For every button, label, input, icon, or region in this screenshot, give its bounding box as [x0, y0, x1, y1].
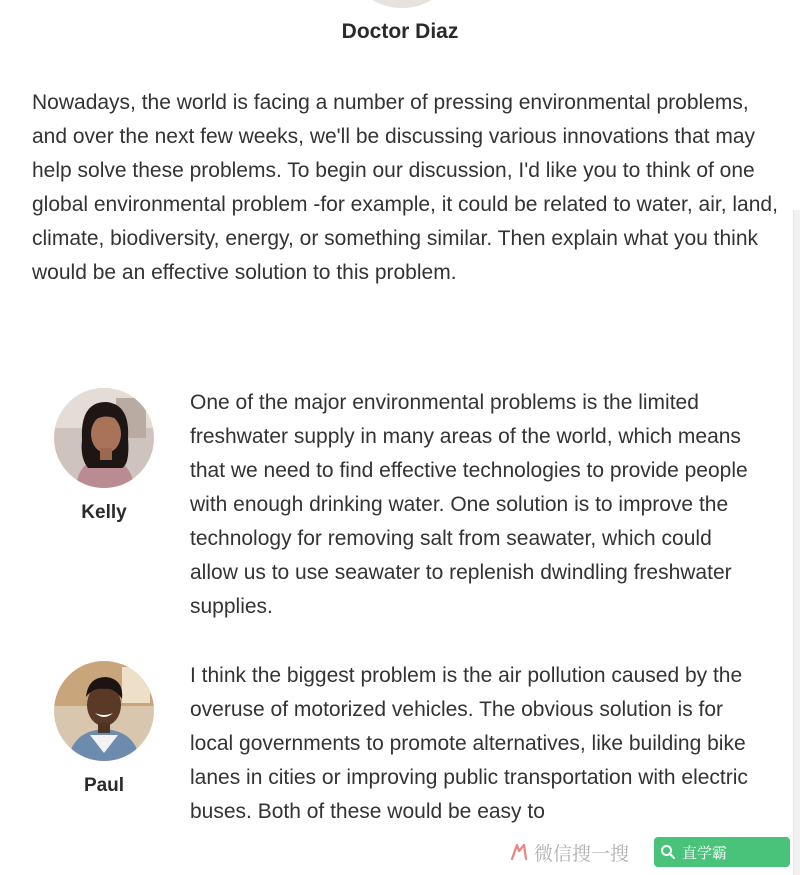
- discussion-prompt: Nowadays, the world is facing a number of pressing environmental problems, and over the next few weeks, we'll be discussing various innovations that may help solve these problems. To begin our discussion, I'd like you to think of one global environmental problem -for example, it could be related to water, air, land, climate, biodiversity, energy, or something similar. Then explain what you think would be an effective solution to this problem.: [32, 91, 778, 284]
- scrollbar[interactable]: [793, 210, 800, 875]
- watermark-search-button[interactable]: [654, 837, 790, 867]
- wechat-search-logo-icon: [508, 841, 530, 863]
- avatar: [54, 388, 154, 488]
- professor-name: Doctor Diaz: [341, 20, 459, 43]
- post-text: I think the biggest problem is the air pollution caused by the overuse of motorized vehicles. The obvious solution is for local governments to promote alternatives, like building bike lanes in cities or improving public transportation with electric buses. Both of these would be easy to: [190, 664, 748, 823]
- student-name: Paul: [83, 775, 125, 796]
- professor-avatar: [360, 0, 444, 8]
- student-profile: [52, 388, 156, 524]
- search-label: 直学霸: [682, 844, 728, 862]
- student-name: Kelly: [81, 502, 127, 523]
- search-icon: [660, 844, 676, 860]
- post-text: One of the major environmental problems is the limited freshwater supply in many areas of the world, which means that we need to find effective technologies to provide people with enough drinking water. One solution is to improve the technology for removing salt from seawater, which could allow us to use seawater to replenish dwindling freshwater supplies.: [190, 391, 748, 618]
- student-profile: [52, 661, 156, 797]
- avatar: [54, 661, 154, 761]
- watermark: [508, 835, 629, 869]
- watermark-text: 微信搜一搜: [534, 843, 630, 865]
